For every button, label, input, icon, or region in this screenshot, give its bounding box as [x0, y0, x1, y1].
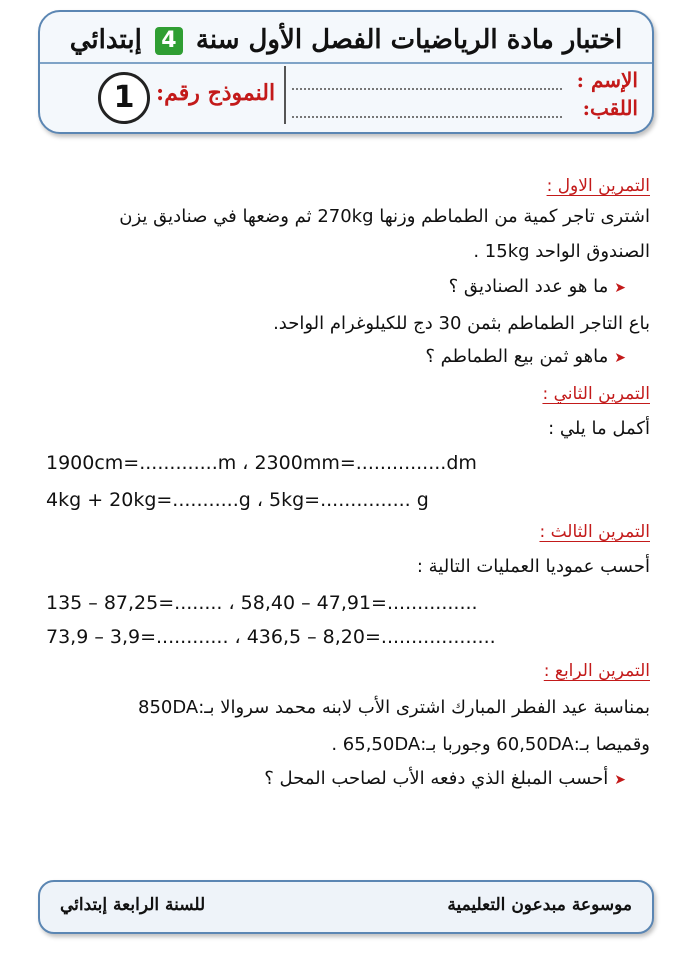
surname-field[interactable] — [292, 116, 562, 118]
exercise-2-row-2: 4kg + 20kg=...........g ، 5kg=............... g — [46, 489, 429, 511]
question-text: أحسب المبلغ الذي دفعه الأب لصاحب المحل ؟ — [264, 768, 609, 789]
exam-title — [40, 18, 652, 64]
arrow-bullet-icon: ➤ — [614, 280, 626, 296]
model-number: 1 — [98, 72, 150, 124]
exercise-3-row-1: 135 – 87,25=........ ، 58,40 – 47,91=............... — [46, 592, 478, 614]
exercise-2-instruction: أكمل ما يلي : — [548, 418, 650, 439]
arrow-bullet-icon: ➤ — [614, 350, 626, 366]
exam-header — [38, 10, 654, 134]
title-after: إبتدائي — [69, 25, 142, 55]
header-divider — [284, 66, 286, 124]
exercise-3-instruction: أحسب عموديا العمليات التالية : — [416, 556, 650, 577]
footer-publisher: موسوعة مبدعون التعليمية — [447, 895, 632, 915]
exercise-1-question-1 — [449, 276, 626, 297]
exercise-1-line-2: الصندوق الواحد 15kg . — [473, 241, 650, 262]
exercise-4-title: التمرين الرابع : — [543, 661, 650, 681]
exercise-4-question-1 — [264, 768, 626, 789]
exercise-2-row-1: 1900cm=.............m ، 2300mm=...............dm — [46, 452, 477, 474]
exercise-3-title: التمرين الثالث : — [539, 522, 650, 542]
exercise-4-line-2: وقميصا بـ:60,50DA وجوربا بـ:65,50DA . — [331, 734, 650, 755]
question-text: ما هو عدد الصناديق ؟ — [448, 276, 609, 297]
question-text: ماهو ثمن بيع الطماطم ؟ — [425, 346, 609, 367]
footer-grade: للسنة الرابعة إبتدائي — [60, 895, 206, 915]
exercise-1-question-2 — [425, 346, 626, 367]
model-label: النموذج رقم: — [156, 80, 276, 106]
exercise-4-line-1: بمناسبة عيد الفطر المبارك اشترى الأب لابنه محمد سروالا بـ:850DA — [138, 697, 650, 718]
arrow-bullet-icon: ➤ — [614, 772, 626, 788]
name-label: الإسم : — [576, 68, 638, 92]
exercise-3-row-2: 73,9 – 3,9=............ ، 436,5 – 8,20=................... — [46, 626, 496, 648]
exercise-1-line-1: اشترى تاجر كمية من الطماطم وزنها 270kg ثم وضعها في صناديق يزن — [119, 206, 650, 227]
page-footer — [38, 880, 654, 934]
exercise-1-title: التمرين الاول : — [546, 176, 650, 196]
name-field[interactable] — [292, 88, 562, 90]
exercise-2-title: التمرين الثاني : — [542, 384, 650, 404]
grade-badge: 4 — [155, 27, 183, 55]
title-before: اختبار مادة الرياضيات الفصل الأول سنة — [195, 25, 623, 55]
surname-label: اللقب: — [582, 96, 638, 120]
exercise-1-line-3: باع التاجر الطماطم بثمن 30 دج للكيلوغرام الواحد. — [273, 313, 650, 334]
